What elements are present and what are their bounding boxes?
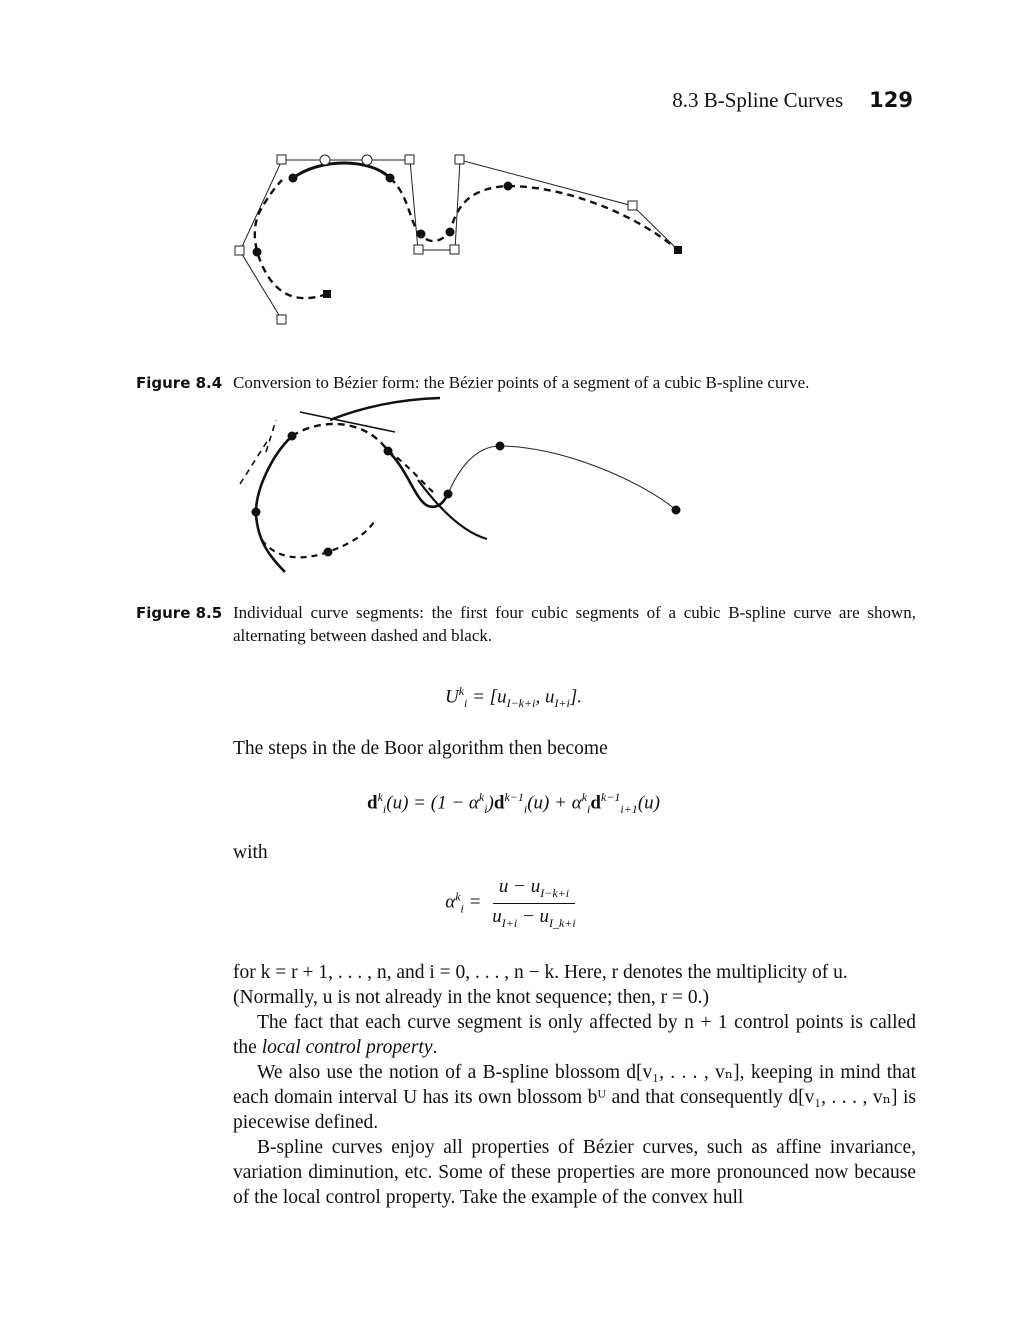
control-point (414, 245, 423, 254)
junction-point (446, 228, 455, 237)
junction-point (417, 230, 426, 239)
control-point (455, 155, 464, 164)
eq-d: d (367, 792, 378, 814)
figure-number: Figure 8.5 (136, 604, 223, 622)
control-point (628, 201, 637, 210)
eq-symbol: U (444, 686, 459, 708)
equation-alpha: $\alpha^k_i$ = $\frac{u - u_{I-k+i}}{u_{I+i} - u_{I\_k+i}}$ (0, 876, 1027, 931)
tangent-line (300, 412, 395, 432)
curve-segment-black-2 (388, 451, 448, 507)
eq-rhs: = [u (472, 686, 507, 708)
equation-deboor: $d^k_i(u) = (1 - \alpha^k_i)d^{k-1}_i(u) + \alpha^k_id^{k-1}_{i+1}(u)$ (367, 790, 660, 817)
numerator: u − u (498, 876, 541, 897)
caption-text: Conversion to Bézier form: the Bézier points of a segment of a cubic B-spline curve. (233, 373, 810, 392)
junction-point (384, 447, 393, 456)
text: The steps in the de Boor algorithm then become (233, 738, 608, 759)
caption-text: Individual curve segments: the first four cubic segments of a cubic B-spline curve are shown, alternating between dashed and black. (233, 603, 916, 645)
text: with (233, 842, 268, 863)
paragraph-properties: B-spline curves enjoy all properties of Bézier curves, such as affine invariance, variation diminution, etc. Some of these properties are more pronounced now because of the local control property. Take the example of the convex hull (233, 1137, 916, 1208)
section-title: 8.3 B-Spline Curves (672, 88, 844, 112)
junction-point (504, 182, 513, 191)
control-point (405, 155, 414, 164)
running-head (672, 88, 913, 113)
control-point (277, 315, 286, 324)
curve-segment-dashed-1 (255, 180, 327, 298)
bezier-point (320, 155, 330, 165)
curve-segment-dashed-3 (262, 522, 374, 557)
junction-point (496, 442, 505, 451)
control-point (235, 246, 244, 255)
eq-alpha: α (445, 891, 456, 913)
control-polygon (240, 160, 678, 320)
bezier-point (362, 155, 372, 165)
junction-points (253, 174, 683, 299)
eq-equals: = (468, 891, 482, 913)
control-point (450, 245, 459, 254)
tangent-curve (330, 398, 440, 420)
junction-point (444, 490, 453, 499)
figure-number: Figure 8.4 (136, 374, 223, 392)
text: The fact that each curve segment is only affected by n + 1 control points is called the (233, 1012, 916, 1058)
word-with (233, 840, 916, 865)
text: . (432, 1037, 438, 1058)
junction-point (324, 548, 333, 557)
curve-segment-thin (448, 446, 676, 510)
figure-8-5-drawing (228, 390, 698, 580)
junction-point (288, 432, 297, 441)
junction-point (289, 174, 298, 183)
tangent-line-upper (266, 420, 276, 452)
paragraph-local-control (233, 1010, 916, 1060)
junction-point (252, 508, 261, 517)
body-paragraphs (233, 960, 916, 1210)
figure-8-5-caption (136, 601, 916, 647)
control-point (277, 155, 286, 164)
end-point (674, 246, 682, 254)
paragraph-for-1: for k = r + 1, . . . , n, and i = 0, . . . , n − k. Here, r denotes the multiplicity of u. (233, 962, 848, 983)
paragraph-steps (233, 736, 916, 761)
paragraph-for-2: (Normally, u is not already in the knot sequence; then, r = 0.) (233, 987, 709, 1008)
equation-interval: $U^k_i = [u_{I-k+i}$, $u_{I+i}$]. (444, 684, 583, 711)
junction-point (253, 248, 262, 257)
denominator: u (492, 905, 502, 927)
junction-points (252, 432, 681, 557)
paragraph-blossom: We also use the notion of a B-spline blossom d[v₁, . . . , vₙ], keeping in mind that each domain interval U has its own blossom bᵁ and that consequently d[v₁, . . . , vₙ] is piecewise defined. (233, 1062, 916, 1133)
end-point (323, 290, 331, 298)
figure-8-4-drawing (228, 150, 698, 330)
page-number: 129 (869, 88, 913, 112)
curve-segment-solid (293, 163, 390, 178)
junction-point (672, 506, 681, 515)
junction-point (386, 174, 395, 183)
fraction: $\frac{u - u_{I-k+i}}{u_{I+i} - u_{I\_k+i}}$ (492, 876, 576, 930)
emphasis: local control property (261, 1037, 433, 1058)
